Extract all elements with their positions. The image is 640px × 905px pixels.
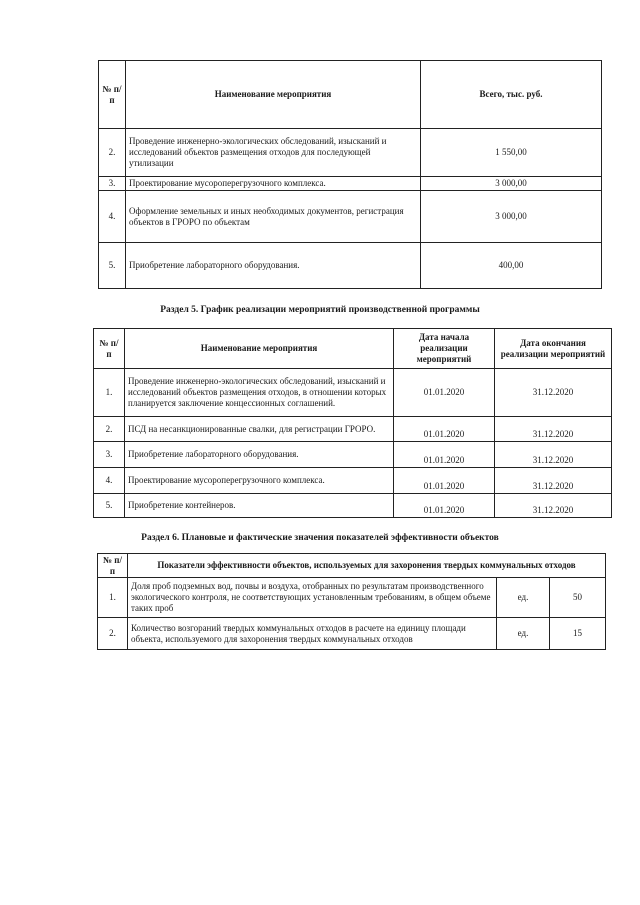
- row-value: 15: [550, 618, 606, 650]
- row-name: Доля проб подземных вод, почвы и воздуха, отобранных по результатам производственного экологического контроля, не соответствующих установленным требованиям, в общем объеме таких проб: [128, 578, 497, 618]
- row-name: Количество возгораний твердых коммунальных отходов в расчете на единицу площади объекта, используемого для захоронения твердых коммунальных отходов: [128, 618, 497, 650]
- row-unit: ед.: [497, 618, 550, 650]
- row-num: 5.: [99, 243, 126, 289]
- row-value: 50: [550, 578, 606, 618]
- table-header-row: [99, 61, 602, 129]
- table-header-row: [94, 329, 612, 369]
- row-name: Проведение инженерно-экологических обследований, изысканий и исследований объектов размещения отходов для последующей утилизации: [126, 129, 421, 177]
- row-num: 1.: [98, 578, 128, 618]
- row-num: 2.: [98, 618, 128, 650]
- row-total: 3 000,00: [421, 191, 602, 243]
- row-name: Оформление земельных и иных необходимых документов, регистрация объектов в ГРОРО по объектам: [126, 191, 421, 243]
- row-total: 1 550,00: [421, 129, 602, 177]
- table-row: [99, 243, 602, 289]
- table-row: [99, 177, 602, 191]
- row-name: ПСД на несанкционированные свалки, для регистрации ГРОРО.: [125, 417, 394, 442]
- row-name: Приобретение лабораторного оборудования.: [126, 243, 421, 289]
- row-name: Приобретение контейнеров.: [125, 494, 394, 518]
- row-num: 4.: [99, 191, 126, 243]
- col-header-indicator: Показатели эффективности объектов, используемых для захоронения твердых коммунальных отходов: [128, 554, 606, 578]
- table-row: [94, 417, 612, 442]
- col-header-num: № п/п: [98, 554, 128, 578]
- table-row: [98, 618, 606, 650]
- row-total: 3 000,00: [421, 177, 602, 191]
- row-unit: ед.: [497, 578, 550, 618]
- row-num: 2.: [99, 129, 126, 177]
- row-start: 01.01.2020: [394, 369, 495, 417]
- budget-table: [98, 60, 602, 289]
- section5-title: Раздел 5. График реализации мероприятий производственной программы: [160, 305, 480, 315]
- efficiency-table: [97, 553, 606, 650]
- section6-title: Раздел 6. Плановые и фактические значения показателей эффективности объектов: [141, 533, 499, 543]
- table-row: [99, 191, 602, 243]
- row-name: Проектирование мусороперегрузочного комплекса.: [126, 177, 421, 191]
- col-header-num: № п/п: [94, 329, 125, 369]
- row-start: 01.01.2020: [394, 417, 495, 442]
- row-start: 01.01.2020: [394, 494, 495, 518]
- schedule-table: [93, 328, 612, 518]
- row-num: 3.: [99, 177, 126, 191]
- table-row: [94, 468, 612, 494]
- row-num: 4.: [94, 468, 125, 494]
- row-end: 31.12.2020: [495, 417, 612, 442]
- table-row: [94, 494, 612, 518]
- row-num: 3.: [94, 442, 125, 468]
- col-header-end: Дата окончания реализации мероприятий: [495, 329, 612, 369]
- row-name: Проведение инженерно-экологических обследований, изысканий и исследований объектов размещения отходов, в отношении которых планируется заключение концессионных соглашений.: [125, 369, 394, 417]
- table-row: [94, 442, 612, 468]
- table-row: [98, 578, 606, 618]
- col-header-name: Наименование мероприятия: [126, 61, 421, 129]
- row-start: 01.01.2020: [394, 442, 495, 468]
- row-num: 2.: [94, 417, 125, 442]
- row-end: 31.12.2020: [495, 494, 612, 518]
- row-end: 31.12.2020: [495, 369, 612, 417]
- row-end: 31.12.2020: [495, 468, 612, 494]
- row-name: Проектирование мусороперегрузочного комплекса.: [125, 468, 394, 494]
- col-header-total: Всего, тыс. руб.: [421, 61, 602, 129]
- table-row: [99, 129, 602, 177]
- row-num: 1.: [94, 369, 125, 417]
- row-total: 400,00: [421, 243, 602, 289]
- col-header-num: № п/п: [99, 61, 126, 129]
- row-end: 31.12.2020: [495, 442, 612, 468]
- row-name: Приобретение лабораторного оборудования.: [125, 442, 394, 468]
- row-start: 01.01.2020: [394, 468, 495, 494]
- row-num: 5.: [94, 494, 125, 518]
- col-header-name: Наименование мероприятия: [125, 329, 394, 369]
- col-header-start: Дата начала реализации мероприятий: [394, 329, 495, 369]
- table-row: [94, 369, 612, 417]
- table-header-row: [98, 554, 606, 578]
